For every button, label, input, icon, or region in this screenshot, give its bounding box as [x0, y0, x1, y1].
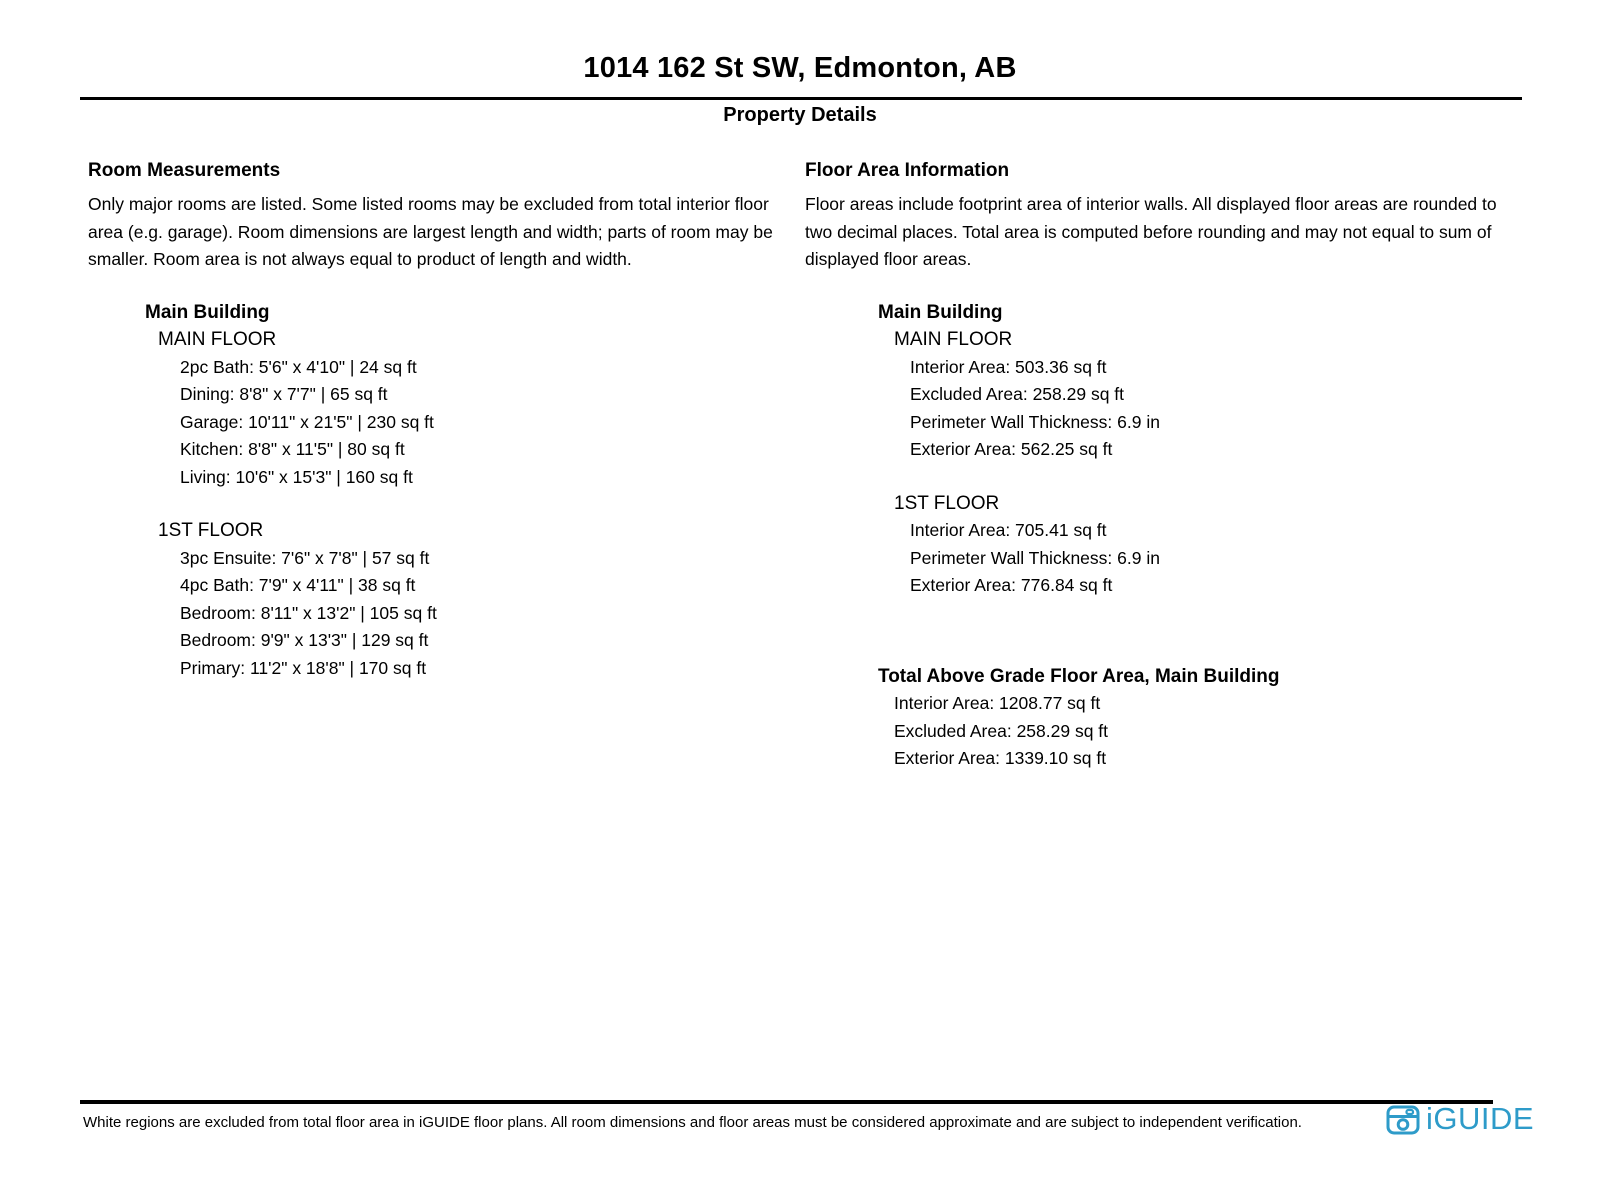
room-line: 4pc Bath: 7'9" x 4'11" | 38 sq ft — [180, 575, 416, 595]
iguide-logo — [1386, 1103, 1534, 1135]
room-line: Kitchen: 8'8" x 11'5" | 80 sq ft — [180, 439, 405, 459]
floor-name: 1ST FLOOR — [894, 492, 1000, 514]
room-line: 3pc Ensuite: 7'6" x 7'8" | 57 sq ft — [180, 547, 430, 568]
room-line: Dining: 8'8" x 7'7" | 65 sq ft — [180, 384, 388, 404]
floor-name: MAIN FLOOR — [158, 329, 277, 350]
iguide-logo-text: iGUIDE — [1426, 1101, 1535, 1136]
area-stat-line: Interior Area: 1208.77 sq ft — [894, 693, 1101, 713]
footer-divider — [80, 1100, 1493, 1104]
area-stat-line: Excluded Area: 258.29 sq ft — [894, 720, 1109, 741]
floor-block-main-floor — [88, 326, 780, 491]
total-above-grade-block — [805, 663, 1505, 773]
area-stat-line: Exterior Area: 1339.10 sq ft — [894, 748, 1107, 768]
area-stat-line: Interior Area: 705.41 sq ft — [910, 520, 1107, 540]
page-title: 1014 162 St SW, Edmonton, AB — [583, 52, 1017, 84]
room-line: 2pc Bath: 5'6" x 4'10" | 24 sq ft — [180, 356, 417, 377]
area-stat-line: Exterior Area: 776.84 sq ft — [910, 575, 1113, 595]
floor-area-block-1st-floor — [805, 490, 1505, 600]
iguide-camera-icon — [1386, 1103, 1420, 1135]
floor-block-1st-floor — [88, 517, 780, 682]
room-line: Living: 10'6" x 15'3" | 160 sq ft — [180, 466, 413, 487]
room-line: Primary: 11'2" x 18'8" | 170 sq ft — [180, 657, 427, 678]
title-divider — [80, 97, 1522, 100]
page-subtitle: Property Details — [723, 104, 877, 126]
area-stat-line: Exterior Area: 562.25 sq ft — [910, 439, 1113, 459]
floor-area-description: Floor areas include footprint area of interior walls. All displayed floor areas are rounded to two decimal places. Total area is computed before rounding and may not equal to sum of displayed floor areas. — [805, 194, 1497, 269]
area-stat-line: Interior Area: 503.36 sq ft — [910, 356, 1107, 377]
room-line: Bedroom: 9'9" x 13'3" | 129 sq ft — [180, 630, 429, 650]
room-measurements-description: Only major rooms are listed. Some listed rooms may be excluded from total interior floor area (e.g. garage). Room dimensions are largest length and width; parts of room may be smaller. Room area is not always equal to product of length and width. — [88, 194, 773, 269]
room-measurements-section — [88, 160, 780, 682]
room-line: Bedroom: 8'11" x 13'2" | 105 sq ft — [180, 602, 437, 623]
area-stat-line: Perimeter Wall Thickness: 6.9 in — [910, 547, 1160, 568]
area-stat-line: Excluded Area: 258.29 sq ft — [910, 384, 1125, 404]
total-above-grade-heading: Total Above Grade Floor Area, Main Building — [878, 665, 1280, 687]
floor-area-heading: Floor Area Information — [805, 160, 1010, 181]
floor-name: 1ST FLOOR — [158, 520, 264, 541]
floor-area-block-main-floor — [805, 326, 1505, 464]
area-stat-line: Perimeter Wall Thickness: 6.9 in — [910, 411, 1160, 432]
building-name: Main Building — [145, 301, 270, 323]
floor-name: MAIN FLOOR — [894, 329, 1013, 350]
footer-disclaimer: White regions are excluded from total floor area in iGUIDE floor plans. All room dimensions and floor areas must be considered approximate and are subject to independent verification. — [83, 1114, 1302, 1131]
room-line: Garage: 10'11" x 21'5" | 230 sq ft — [180, 411, 434, 432]
room-measurements-heading: Room Measurements — [88, 160, 281, 181]
floor-area-section — [805, 160, 1505, 773]
building-name: Main Building — [878, 301, 1003, 323]
